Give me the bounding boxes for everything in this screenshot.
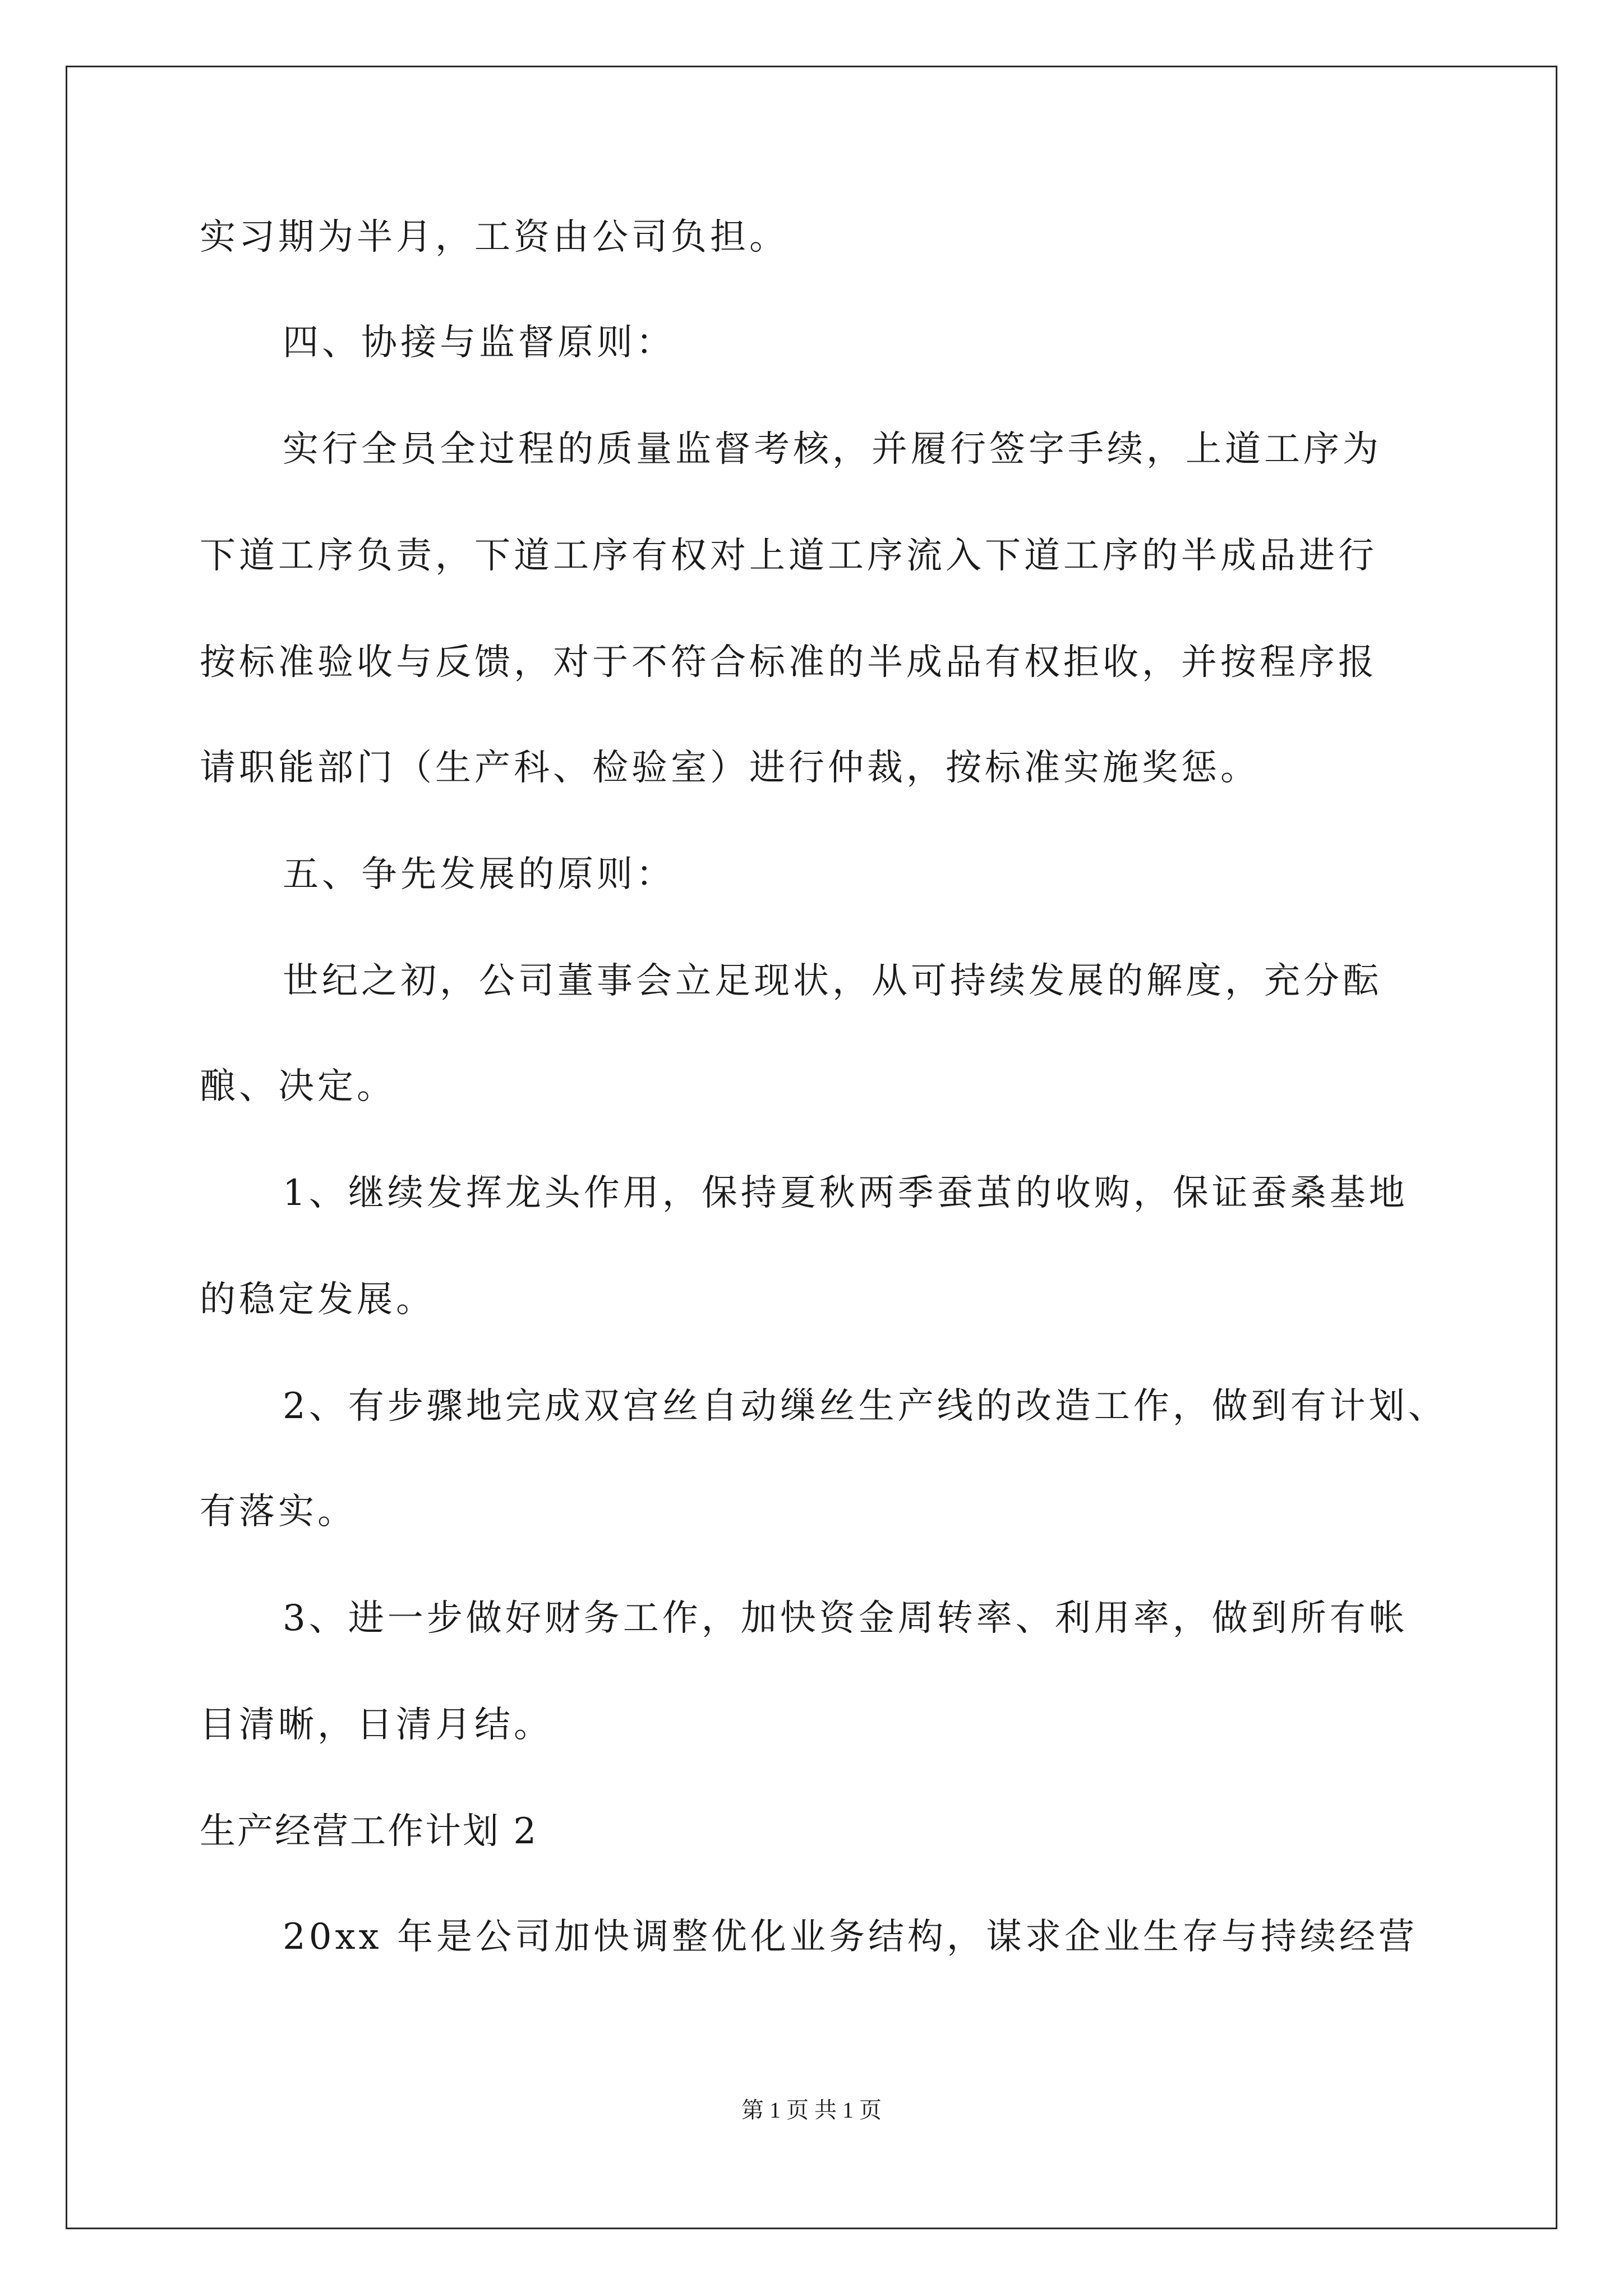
list-item: 3、进一步做好财务工作，加快资金周转率、利用率，做到所有帐 [283,1598,1408,1639]
section-heading: 五、争先发展的原则： [283,854,675,895]
text-line: 请职能部门（生产科、检验室）进行仲裁，按标准实施奖惩。 [200,747,1260,789]
text-line: 的稳定发展。 [200,1279,435,1320]
section-heading: 四、协接与监督原则： [283,322,675,364]
text-line: 按标准验收与反馈，对于不符合标准的半成品有权拒收，并按程序报 [200,642,1377,683]
text-line: 实行全员全过程的质量监督考核，并履行签字手续，上道工序为 [283,429,1382,470]
text-line: 目清晰，日清月结。 [200,1704,553,1746]
text-line: 下道工序负责，下道工序有权对上道工序流入下道工序的半成品进行 [200,535,1377,577]
text-line: 实习期为半月，工资由公司负担。 [200,217,789,258]
text-line: 世纪之初，公司董事会立足现状，从可持续发展的解度，充分酝 [283,960,1382,1002]
text-line: 酿、决定。 [200,1066,396,1107]
page-number: 第 1 页 共 1 页 [741,2097,882,2123]
text-line: 有落实。 [200,1491,357,1533]
list-item: 2、有步骤地完成双宫丝自动缫丝生产线的改造工作，做到有计划、 [283,1386,1447,1427]
page-frame [66,66,1557,2229]
text-line: 20xx 年是公司加快调整优化业务结构，谋求企业生存与持续经营 [283,1916,1418,1958]
list-item: 1、继续发挥龙头作用，保持夏秋两季蚕茧的收购，保证蚕桑基地 [283,1172,1408,1214]
document-heading: 生产经营工作计划 2 [200,1811,538,1852]
